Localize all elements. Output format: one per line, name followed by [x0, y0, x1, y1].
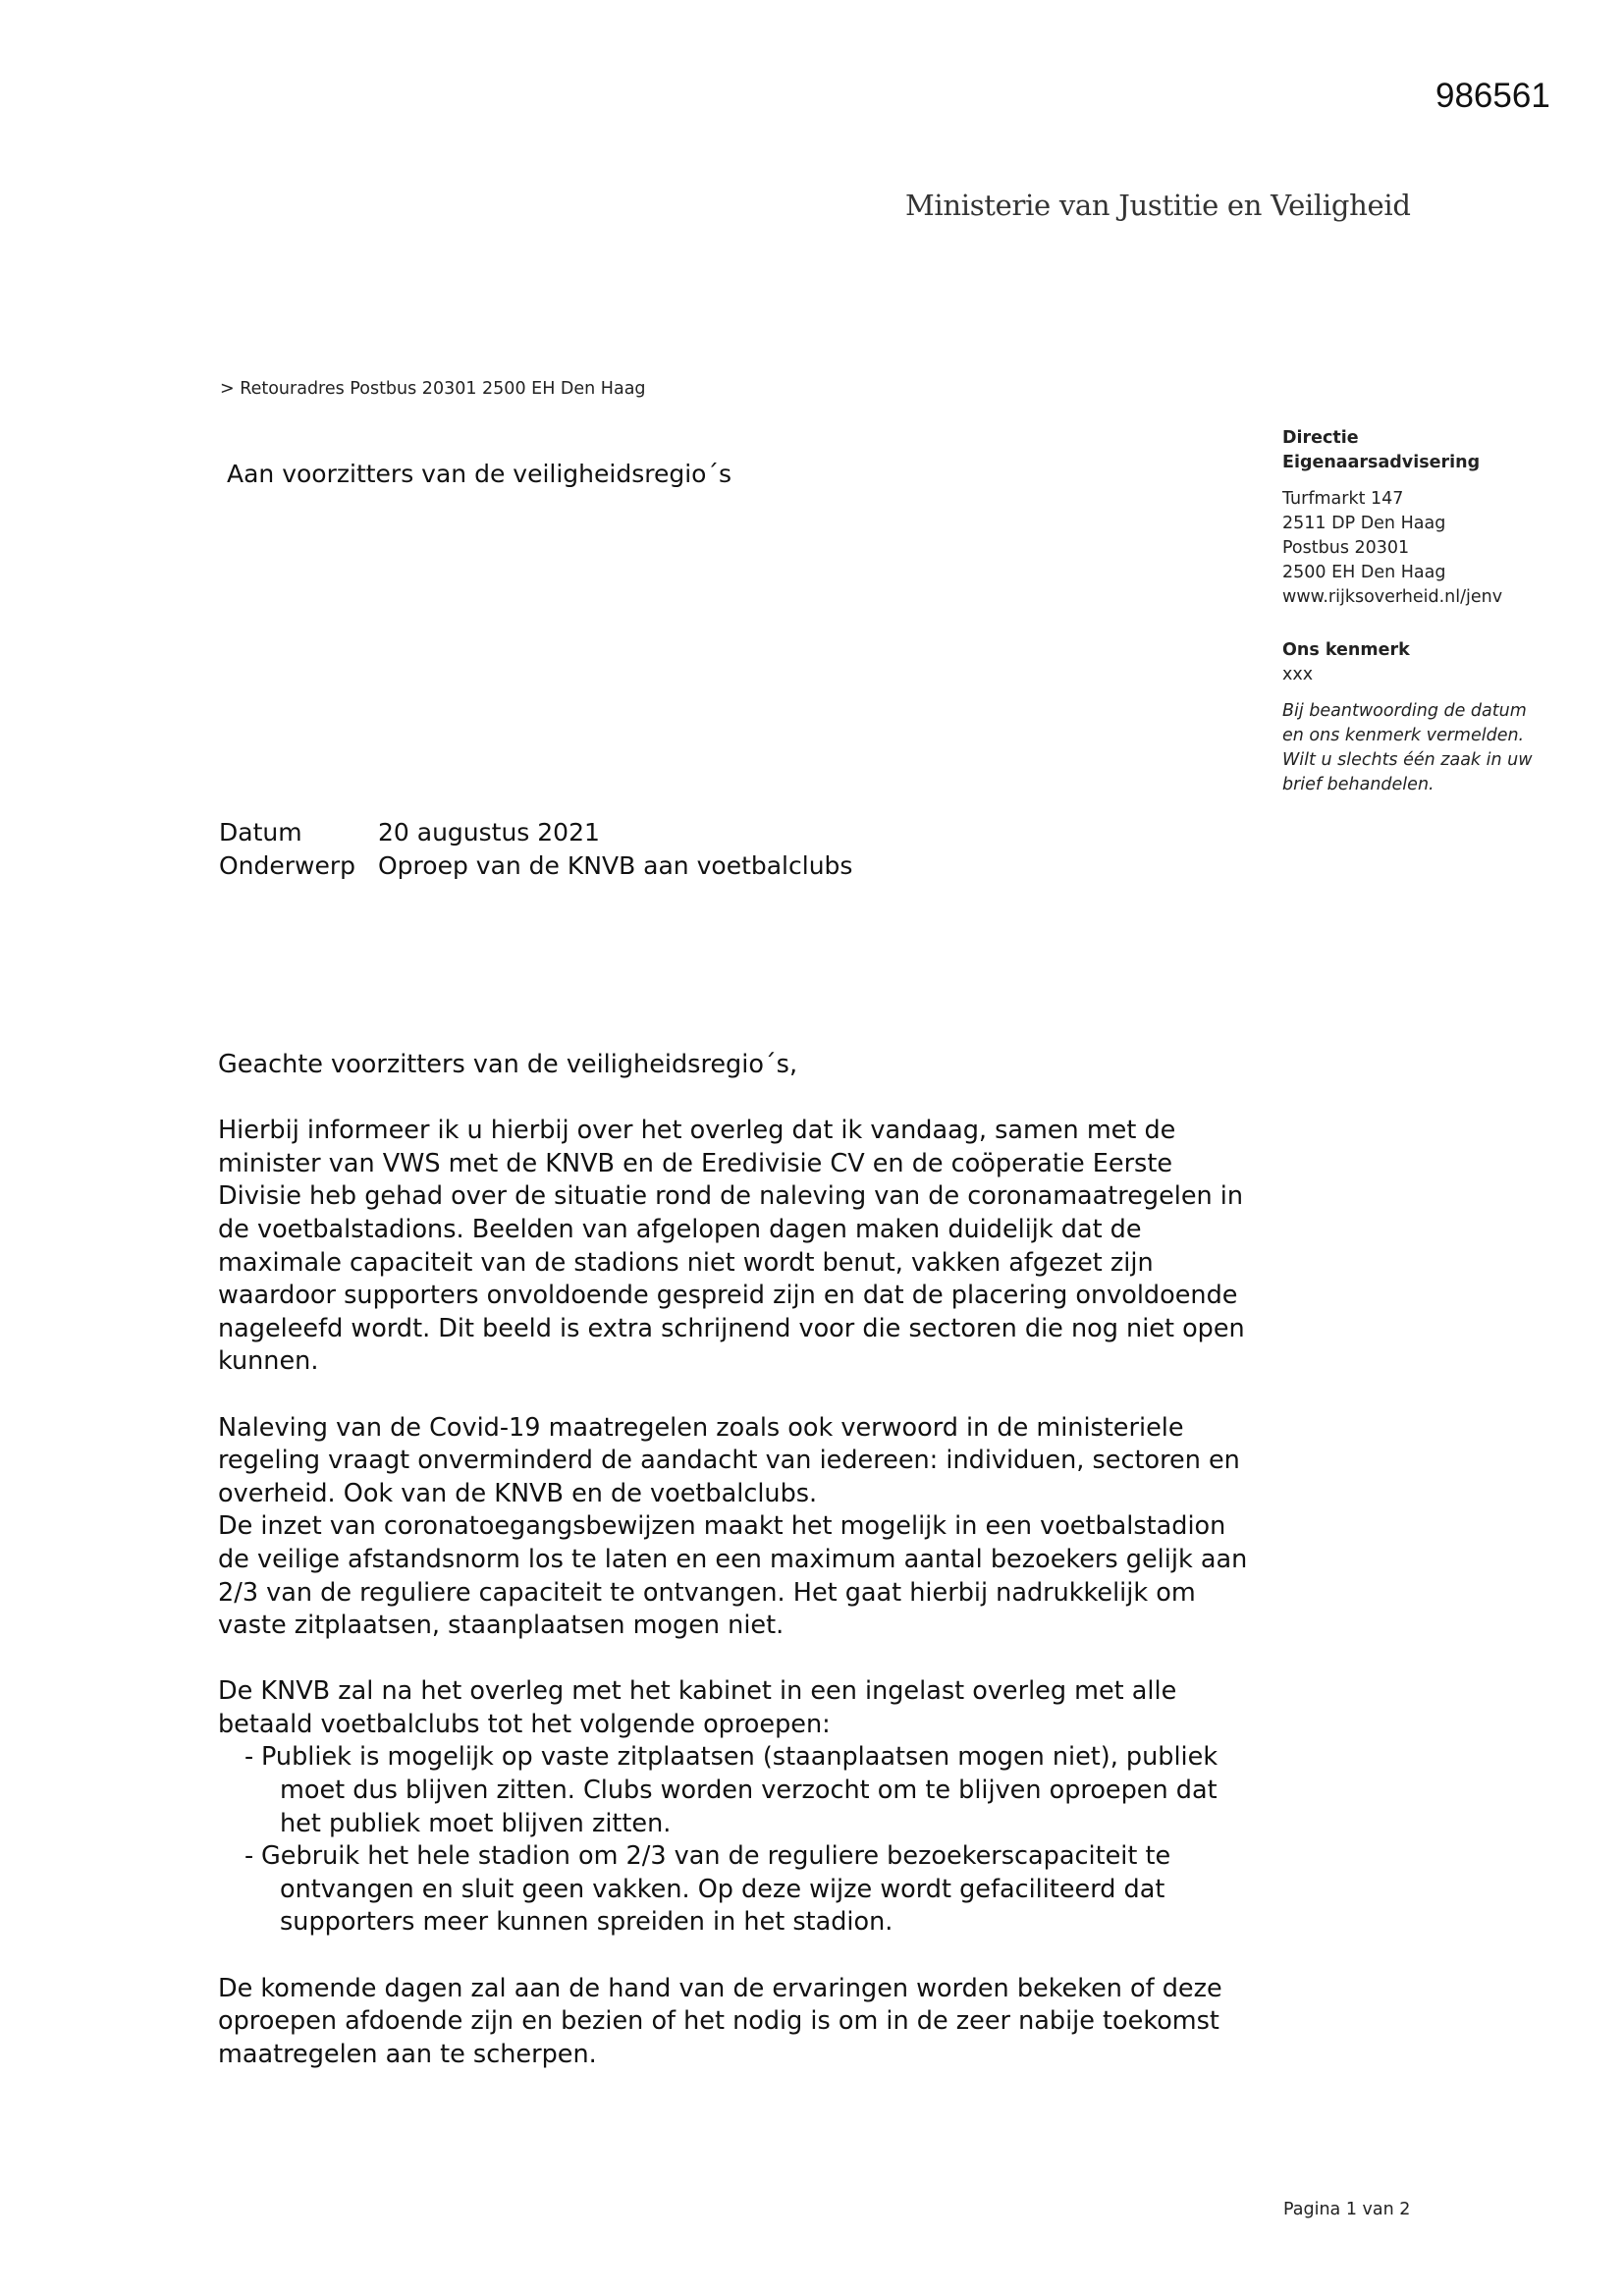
kenmerk-value: xxx — [1282, 665, 1314, 684]
reply-note-line: brief behandelen. — [1282, 775, 1435, 794]
address-line: Turfmarkt 147 — [1282, 489, 1404, 509]
list-item — [218, 1840, 1278, 1940]
sidebar-info — [1282, 426, 1577, 797]
kenmerk-label: Ons kenmerk — [1282, 640, 1410, 660]
reply-note-line: Bij beantwoording de datum — [1282, 701, 1527, 721]
ministry-name: Ministerie van Justitie en Veiligheid — [905, 189, 1411, 222]
date-value: 20 augustus 2021 — [378, 818, 600, 847]
directie-name: Eigenaarsadvisering — [1282, 453, 1481, 472]
letter-meta — [219, 816, 852, 883]
paragraph: De KNVB zal na het overleg met het kabinet in een ingelast overleg met alle betaald voetbalclubs tot het volgende oproepen: — [218, 1676, 1177, 1739]
letter-body — [218, 1049, 1278, 2071]
subject-label: Onderwerp — [219, 851, 356, 880]
directie-label: Directie — [1282, 428, 1359, 448]
paragraph: De inzet van coronatoegangsbewijzen maakt het mogelijk in een voetbalstadion de veilige afstandsnorm los te laten en een maximum aantal bezoekers gelijk aan 2/3 van de reguliere capaciteit te ontvangen. Het gaat hierbij nadrukkelijk om vaste zitplaatsen, staanplaatsen mogen niet. — [218, 1511, 1248, 1641]
reply-note-line: en ons kenmerk vermelden. — [1282, 726, 1525, 745]
list-marker: - — [244, 1742, 254, 1773]
salutation: Geachte voorzitters van de veiligheidsregio´s, — [218, 1050, 798, 1079]
recipient: Aan voorzitters van de veiligheidsregio´s — [227, 460, 731, 488]
list-marker: - — [244, 1841, 254, 1872]
page-number: Pagina 1 van 2 — [1283, 2200, 1411, 2219]
document-number: 986561 — [1435, 77, 1550, 115]
paragraph: Naleving van de Covid-19 maatregelen zoals ook verwoord in de ministeriele regeling vraagt onverminderd de aandacht van iedereen: individuen, sectoren en overheid. Ook van de KNVB en de voetbalclubs. — [218, 1412, 1240, 1508]
paragraph: Hierbij informeer ik u hierbij over het overleg dat ik vandaag, samen met de minister van VWS met de KNVB en de Eredivisie CV en de coöperatie Eerste Divisie heb gehad over de situatie rond de naleving van de coronamaatregelen in de voetbalstadions. Beelden van afgelopen dagen maken duidelijk dat de maximale capaciteit van de stadions niet wordt benut, vakken afgezet zijn waardoor supporters onvoldoende gespreid zijn en dat de placering onvoldoende nageleefd wordt. Dit beeld is extra schrijnend voor die sectoren die nog niet open kunnen. — [218, 1116, 1245, 1377]
address-line: Postbus 20301 — [1282, 538, 1410, 558]
paragraph: De komende dagen zal aan de hand van de ervaringen worden bekeken of deze oproepen afdoende zijn en bezien of het nodig is om in de zeer nabije toekomst maatregelen aan te scherpen. — [218, 1973, 1222, 2069]
list-item-text: Gebruik het hele stadion om 2/3 van de reguliere bezoekerscapaciteit te ontvangen en sluit geen vakken. Op deze wijze wordt gefaciliteerd dat supporters meer kunnen spreiden in het stadion. — [261, 1841, 1171, 1938]
return-address: > Retouradres Postbus 20301 2500 EH Den Haag — [220, 379, 646, 399]
address-line: 2500 EH Den Haag — [1282, 563, 1446, 582]
reply-note-line: Wilt u slechts één zaak in uw — [1282, 750, 1533, 770]
oproepen-list — [218, 1741, 1278, 1940]
website-link[interactable]: www.rijksoverheid.nl/jenv — [1282, 587, 1503, 607]
address-line: 2511 DP Den Haag — [1282, 514, 1446, 533]
list-item — [218, 1741, 1278, 1840]
subject-value: Oproep van de KNVB aan voetbalclubs — [378, 851, 853, 880]
date-label: Datum — [219, 818, 302, 847]
list-item-text: Publiek is mogelijk op vaste zitplaatsen (staanplaatsen mogen niet), publiek moet dus blijven zitten. Clubs worden verzocht om te blijven oproepen dat het publiek moet blijven zitten. — [261, 1742, 1218, 1838]
